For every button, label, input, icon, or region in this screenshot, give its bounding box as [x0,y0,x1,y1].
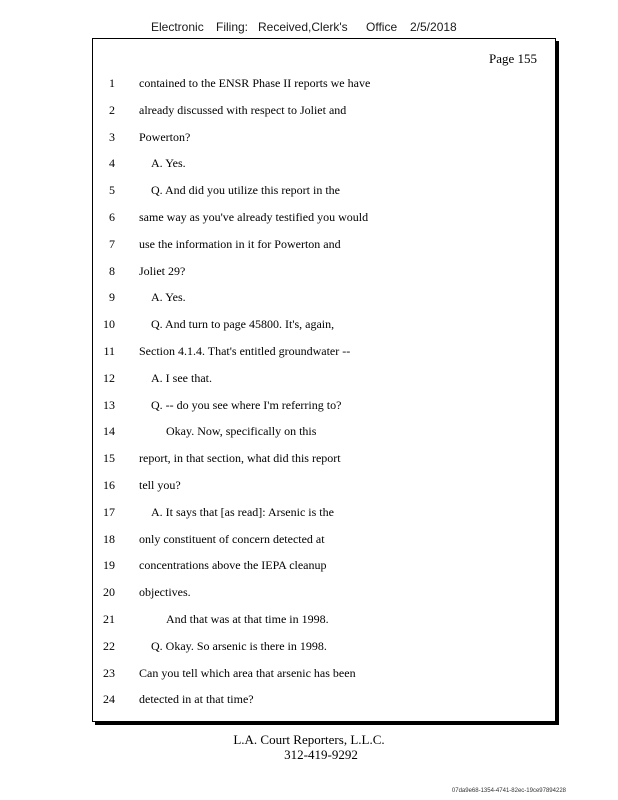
line-text: Joliet 29? [139,263,186,278]
transcript-line [93,499,555,526]
transcript-line [93,338,555,365]
line-text: And that was at that time in 1998. [166,611,329,626]
line-number: 23 [103,665,115,680]
line-number: 17 [103,504,115,519]
line-number: 5 [109,183,115,198]
line-text: use the information in it for Powerton and [139,236,341,251]
line-text: Q. Okay. So arsenic is there in 1998. [151,638,327,653]
document-id: 07da9e68-1354-4741-82ec-19ce97894228 [451,788,566,794]
filing-stamp-word: Electronic [151,20,204,34]
line-text: A. Yes. [151,156,186,171]
line-text: objectives. [139,585,191,600]
transcript-line [93,70,555,97]
transcript-line [93,150,555,177]
line-number: 11 [103,343,115,358]
line-number: 14 [103,424,115,439]
transcript-line [93,660,555,687]
line-number: 20 [103,585,115,600]
transcript-line [93,258,555,285]
line-number: 10 [103,317,115,332]
transcript-line [93,231,555,258]
line-text: Q. And turn to page 45800. It's, again, [151,317,335,332]
line-text: detected in at that time? [139,692,254,707]
transcript-line [93,204,555,231]
line-text: contained to the ENSR Phase II reports we have [139,76,371,90]
line-text: Q. -- do you see where I'm referring to? [151,397,342,412]
line-number: 18 [103,531,115,546]
line-number: 3 [109,129,115,144]
reporter-company: L.A. Court Reporters, L.L.C. [233,732,385,747]
line-text: Powerton? [139,129,191,144]
line-text: report, in that section, what did this report [139,451,341,466]
transcript-line [93,365,555,392]
line-text: tell you? [139,477,181,492]
filing-stamp-header [0,20,618,38]
line-number: 12 [103,370,115,385]
line-number: 4 [109,156,115,171]
transcript-line [93,606,555,633]
line-text: A. It says that [as read]: Arsenic is the [151,504,334,519]
line-number: 6 [109,209,115,224]
line-number: 19 [103,558,115,573]
line-text: A. I see that. [151,370,212,385]
filing-stamp-word: Received,Clerk's [258,20,348,34]
line-number: 15 [103,451,115,466]
filing-stamp-word: Office [366,20,398,34]
line-number: 2 [109,102,115,117]
line-text: Okay. Now, specifically on this [166,424,317,439]
line-text: concentrations above the IEPA cleanup [139,558,327,573]
transcript-line [93,472,555,499]
transcript-line [93,392,555,419]
line-text: A. Yes. [151,290,186,305]
line-text: Q. And did you utilize this report in the [151,183,340,198]
line-text: only constituent of concern detected at [139,531,325,546]
filing-stamp-word: Filing: [216,20,249,34]
transcript-line [93,177,555,204]
transcript-line [93,124,555,151]
line-text: already discussed with respect to Joliet and [139,102,347,117]
line-number: 24 [103,692,115,707]
line-number: 9 [109,290,115,305]
line-text: same way as you've already testified you would [139,209,369,224]
line-number: 22 [103,638,115,653]
transcript-line [93,633,555,660]
transcript-line [93,579,555,606]
line-number: 13 [103,397,115,412]
page-number: Page 155 [488,51,537,66]
transcript-line [93,311,555,338]
line-number: 21 [103,611,115,626]
line-number: 1 [109,76,115,90]
line-text: Can you tell which area that arsenic has been [139,665,356,680]
transcript-line [93,418,555,445]
transcript-line [93,552,555,579]
reporter-footer [0,732,618,762]
transcript-line [93,686,555,713]
line-text: Section 4.1.4. That's entitled groundwater -- [139,343,351,358]
transcript-line [93,97,555,124]
transcript-lines [93,70,555,713]
line-number: 8 [109,263,115,278]
transcript-line [93,284,555,311]
line-number: 7 [109,236,115,251]
reporter-phone: 312-419-9292 [284,747,358,762]
line-number: 16 [103,477,115,492]
transcript-line [93,526,555,553]
transcript-line [93,445,555,472]
transcript-page [92,38,556,722]
filing-stamp-date: 2/5/2018 [410,20,457,34]
